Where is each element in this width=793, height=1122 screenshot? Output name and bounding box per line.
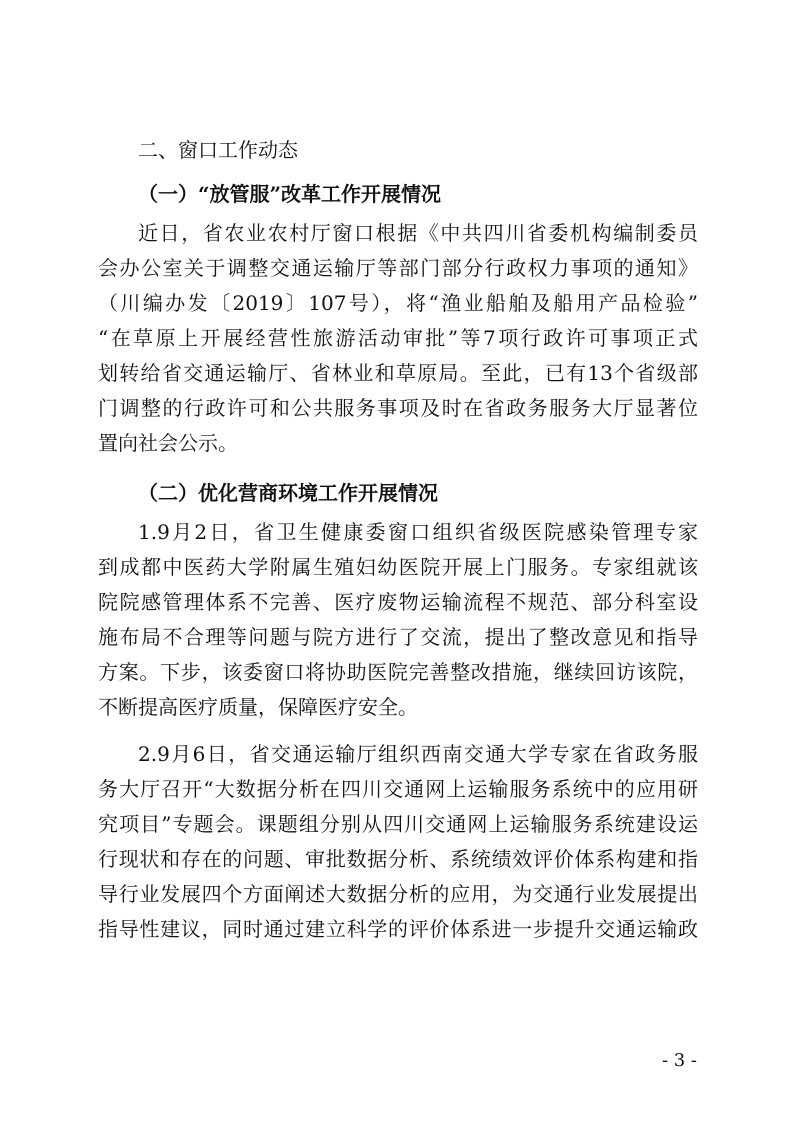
- subsection-title: （一）“放管服”改革工作开展情况: [138, 182, 442, 206]
- paragraph-line: 院院感管理体系不完善、医疗废物运输流程不规范、部分科室设: [98, 590, 698, 614]
- paragraph-line: （川编办发〔2019〕107号），将“渔业船舶及船用产品检验”: [98, 291, 698, 315]
- section-title: 二、窗口工作动态: [138, 138, 298, 162]
- page-number: - 3 -: [661, 1050, 697, 1071]
- paragraph-line: 置向社会公示。: [98, 431, 238, 455]
- paragraph-line: 指导性建议，同时通过建立科学的评价体系进一步提升交通运输政: [98, 917, 698, 941]
- subsection-title: （二）优化营商环境工作开展情况: [138, 481, 438, 505]
- paragraph-line: 划转给省交通运输厅、省林业和草原局。至此，已有13个省级部: [98, 361, 698, 385]
- paragraph-line: 导行业发展四个方面阐述大数据分析的应用，为交通行业发展提出: [98, 882, 698, 906]
- paragraph-line: 施布局不合理等问题与院方进行了交流，提出了整改意见和指导: [98, 625, 698, 649]
- paragraph-line: 门调整的行政许可和公共服务事项及时在省政务服务大厅显著位: [98, 396, 698, 420]
- paragraph-line: 1.9月2日，省卫生健康委窗口组织省级医院感染管理专家: [138, 520, 698, 544]
- paragraph: [98, 515, 698, 725]
- paragraph-line: 会办公室关于调整交通运输厅等部门部分行政权力事项的通知》: [98, 256, 698, 280]
- paragraph-line: 务大厅召开“大数据分析在四川交通网上运输服务系统中的应用研: [98, 777, 698, 801]
- paragraph-line: 究项目”专题会。课题组分别从四川交通网上运输服务系统建设运: [98, 812, 698, 836]
- document-body: [98, 128, 698, 947]
- paragraph: [98, 216, 698, 461]
- paragraph-line: 到成都中医药大学附属生殖妇幼医院开展上门服务。专家组就该: [98, 555, 698, 579]
- paragraph-line: 近日，省农业农村厅窗口根据《中共四川省委机构编制委员: [138, 221, 698, 245]
- paragraph-line: 2.9月6日，省交通运输厅组织西南交通大学专家在省政务服: [138, 742, 698, 766]
- paragraph-line: 不断提高医疗质量，保障医疗安全。: [98, 695, 418, 719]
- paragraph-line: 方案。下步，该委窗口将协助医院完善整改措施，继续回访该院，: [98, 660, 698, 684]
- paragraph: [98, 737, 698, 947]
- paragraph-line: 行现状和存在的问题、审批数据分析、系统绩效评价体系构建和指: [98, 847, 698, 871]
- paragraph-line: “在草原上开展经营性旅游活动审批”等7项行政许可事项正式: [98, 326, 698, 350]
